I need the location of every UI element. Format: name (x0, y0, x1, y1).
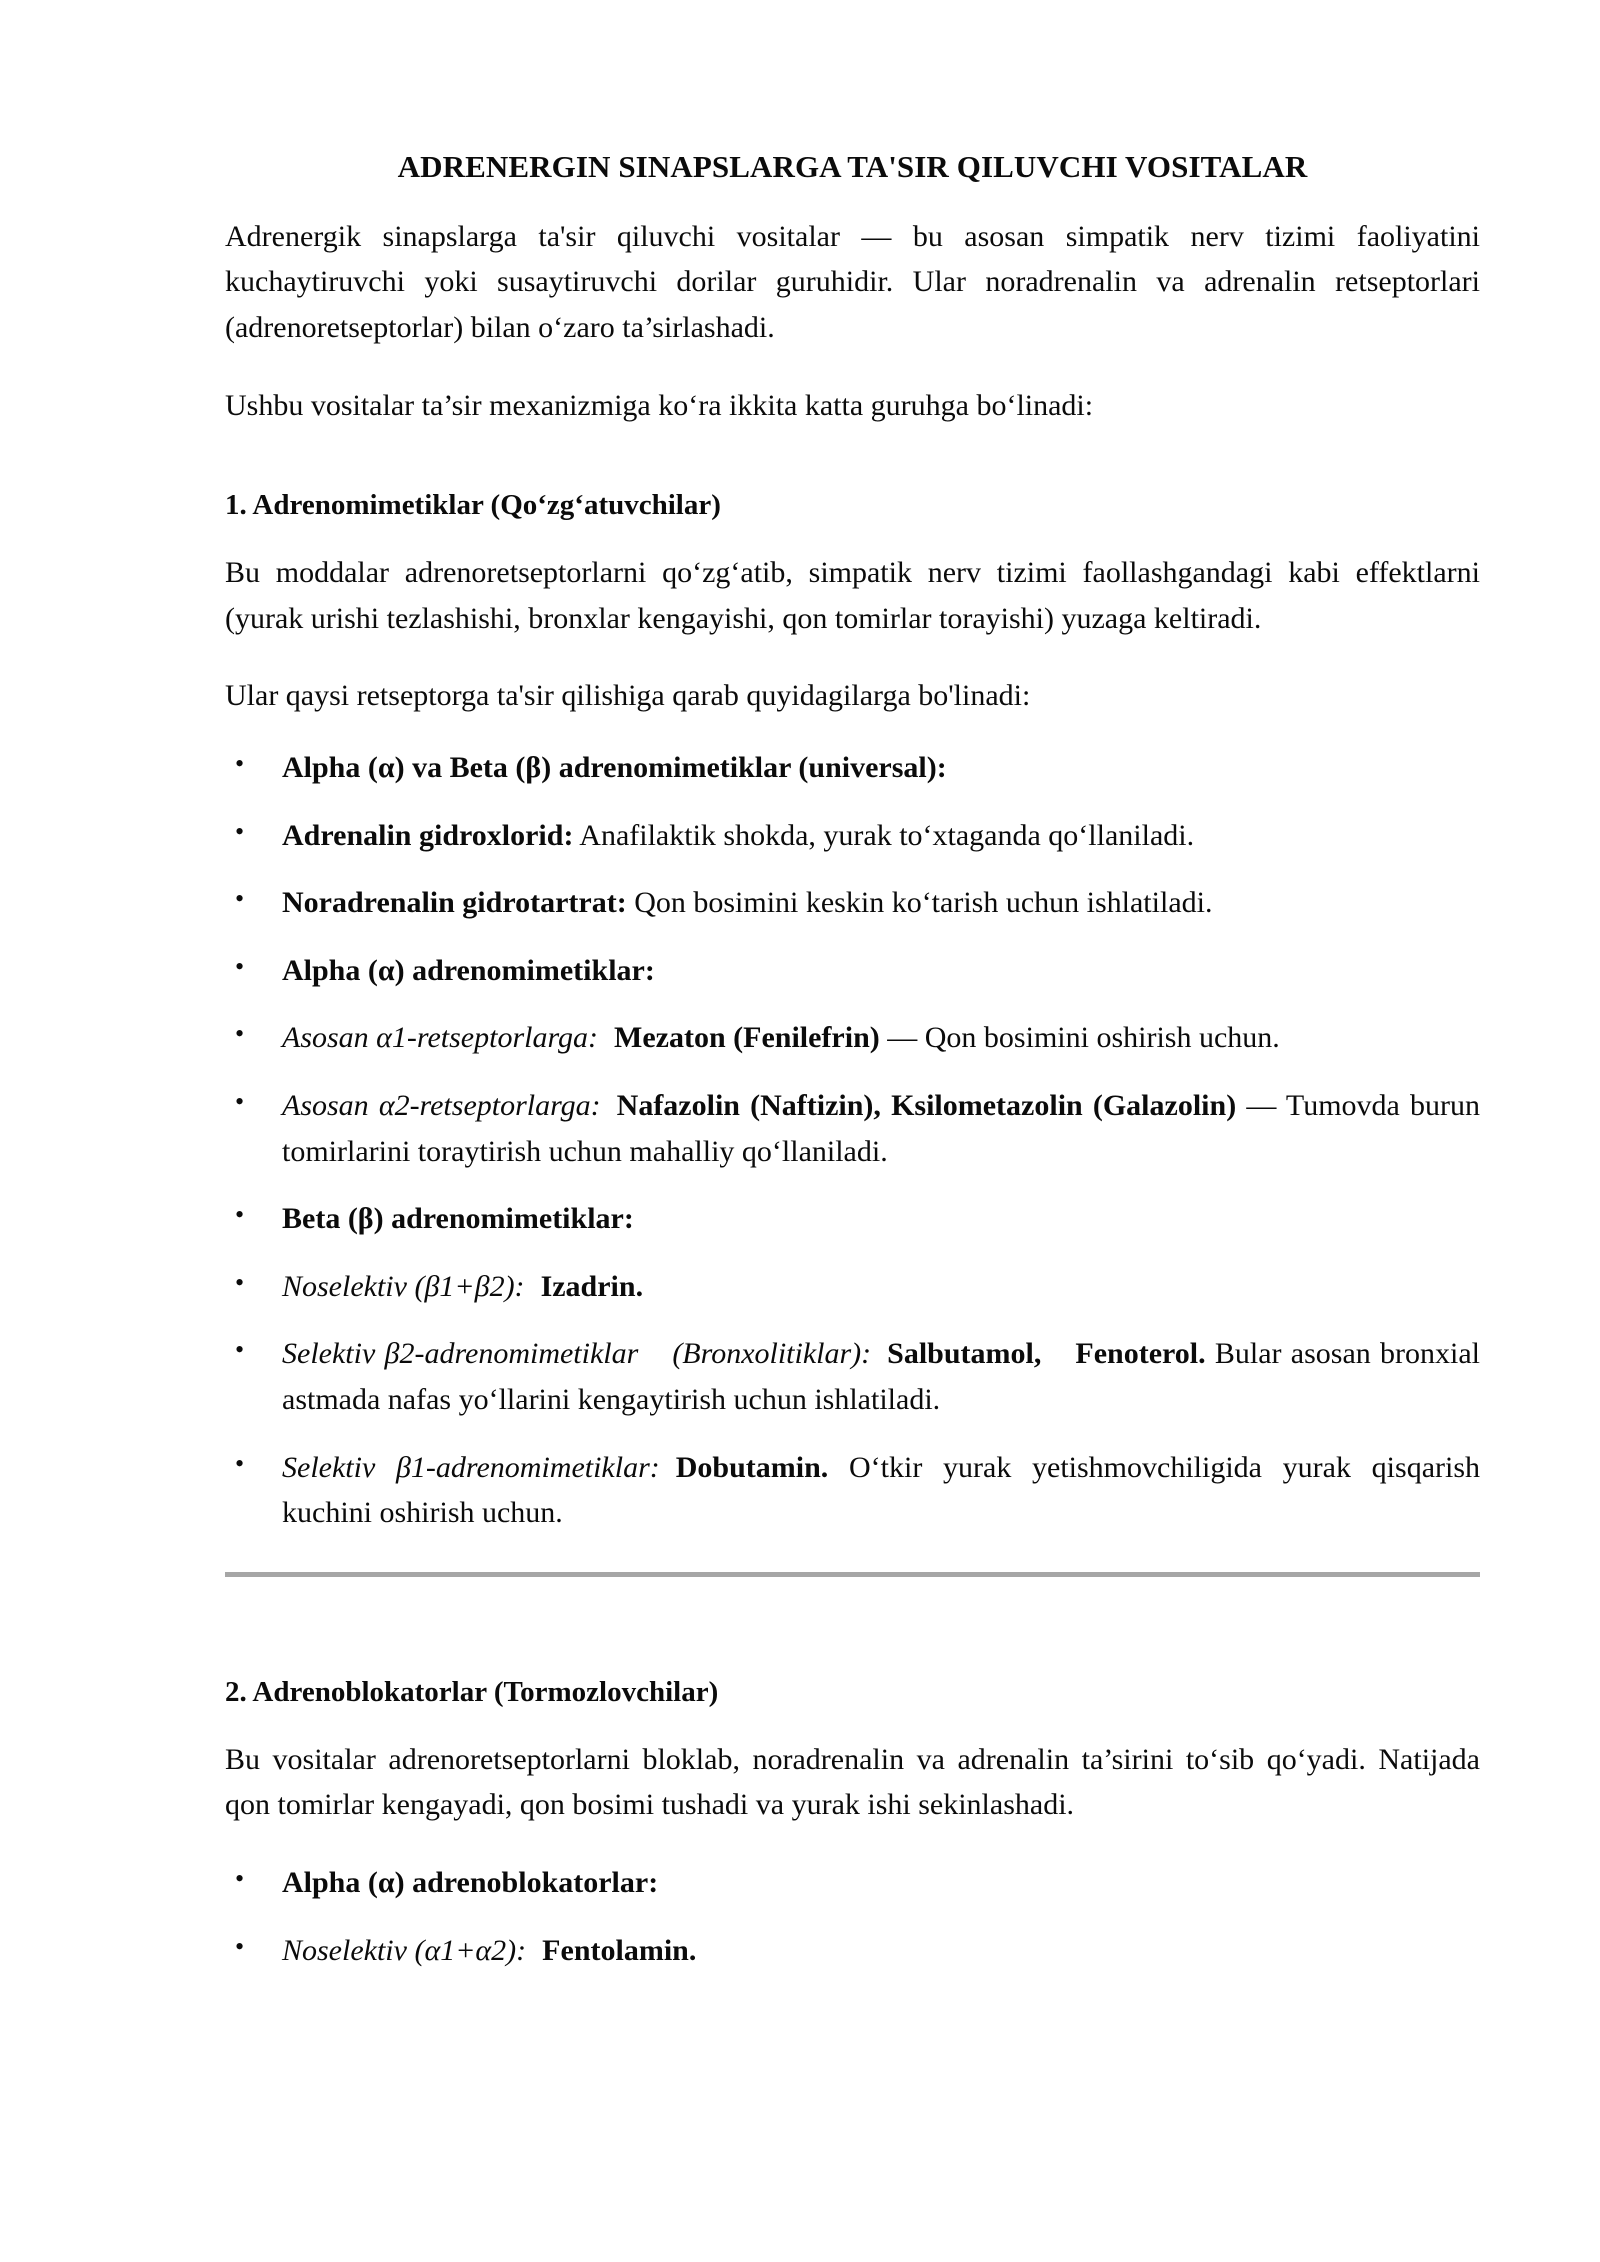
list-item-text: O‘tkir yurak yetishmovchiligida yurak qisqarish kuchini oshirish uchun. (282, 1450, 1481, 1530)
list-item-bold-label: Salbutamol, (887, 1337, 1042, 1371)
list-item (225, 1015, 1480, 1061)
list-item-bold-label: Beta (β) adrenomimetiklar: (282, 1202, 634, 1236)
list-item-text: Bular asosan bronxial astmada nafas yo‘llarini kengaytirish uchun ishlatiladi. (282, 1337, 1480, 1416)
list-item-italic-label: Noselektiv (β1+β2): (282, 1269, 525, 1303)
list-item (225, 1264, 1480, 1310)
list-item-bold-label: Izadrin. (540, 1269, 644, 1303)
list-item (225, 1331, 1480, 1422)
list-item-italic-label: Asosan α1-retseptorlarga: (282, 1021, 599, 1055)
list-item (225, 1083, 1480, 1174)
list-item-text: — Qon bosimini oshirish uchun. (879, 1021, 1280, 1055)
list-item-italic-label: Asosan α2-retseptorlarga: (282, 1088, 601, 1122)
list-item-bold-label: Noradrenalin gidrotartrat: (282, 886, 627, 920)
list-item-italic-label: Selektiv β1-adrenomimetiklar: (282, 1450, 660, 1484)
list-item (225, 1928, 1480, 1974)
section-1-bullet-list (225, 745, 1480, 1536)
spacer (225, 460, 1480, 484)
document-content (225, 148, 1480, 1973)
list-item (225, 948, 1480, 994)
list-item-bold-label: Fentolamin. (542, 1933, 697, 1967)
lead-in-paragraph: Ushbu vositalar ta’sir mexanizmiga ko‘ra ikkita katta guruhga bo‘linadi: (225, 388, 1094, 422)
list-item-bold-label: Adrenalin gidroxlorid: (282, 818, 574, 852)
list-item-text: Qon bosimini keskin ko‘tarish uchun ishlatiladi. (626, 886, 1213, 920)
section-2-bullet-list (225, 1860, 1480, 1973)
list-item-italic-label: Selektiv β2-adrenomimetiklar (282, 1337, 639, 1371)
list-item-bold-label: Dobutamin. (675, 1450, 829, 1484)
list-item-text: — Tumovda burun tomirlarini toraytirish uchun mahalliy qo‘llaniladi. (282, 1088, 1480, 1168)
list-item-bold-label: Alpha (α) adrenomimetiklar: (282, 953, 655, 987)
intro-paragraph: Adrenergik sinapslarga ta'sir qiluvchi vositalar — bu asosan simpatik nerv tizimi faoliyatini kuchaytiruvchi yoki susaytiruvchi dorilar guruhidir. Ular noradrenalin va adrenalin retseptorlari (adrenoretseptorlar) bilan o‘zaro ta’sirlashadi. (225, 219, 1480, 344)
list-item-bold-label: Alpha (α) va Beta (β) adrenomimetiklar (universal): (282, 751, 947, 785)
section-1-paragraph: Bu moddalar adrenoretseptorlarni qo‘zg‘atib, simpatik nerv tizimi faollashgandagi kabi effektlarni (yurak urishi tezlashishi, bronxlar kengayishi, qon tomirlar torayishi) yuzaga keltiradi. (225, 556, 1480, 635)
section-2-heading: 2. Adrenoblokatorlar (Tormozlovchilar) (225, 1675, 719, 1708)
list-item (225, 880, 1480, 926)
list-item (225, 1445, 1480, 1536)
spacer (225, 1577, 1480, 1671)
page-title: ADRENERGIN SINAPSLARGA TA'SIR QILUVCHI VOSITALAR (397, 149, 1308, 184)
section-1-list-lead: Ular qaysi retseptorga ta'sir qilishiga qarab quyidagilarga bo'linadi: (225, 679, 1031, 713)
list-item (225, 745, 1480, 791)
list-item-bold-label: Alpha (α) adrenoblokatorlar: (282, 1865, 659, 1899)
list-item (225, 1196, 1480, 1242)
list-item-bold-label: Nafazolin (Naftizin), Ksilometazolin (Galazolin) (616, 1088, 1237, 1122)
list-item-italic-label: Noselektiv (α1+α2): (282, 1933, 527, 1967)
section-1-heading: 1. Adrenomimetiklar (Qo‘zg‘atuvchilar) (225, 489, 721, 522)
section-2-paragraph: Bu vositalar adrenoretseptorlarni bloklab, noradrenalin va adrenalin ta’sirini to‘sib qo‘yadi. Natijada qon tomirlar kengayadi, qon bosimi tushadi va yurak ishi sekinlashadi. (225, 1742, 1480, 1822)
list-item-text: Anafilaktik shokda, yurak to‘xtaganda qo‘llaniladi. (573, 818, 1195, 852)
list-item (225, 1860, 1480, 1906)
list-item-italic-label-2: (Bronxolitiklar): (672, 1337, 872, 1371)
list-item-bold-label: Mezaton (Fenilefrin) (614, 1021, 880, 1055)
list-item (225, 813, 1480, 859)
list-item-bold-label-2: Fenoterol. (1075, 1337, 1206, 1371)
